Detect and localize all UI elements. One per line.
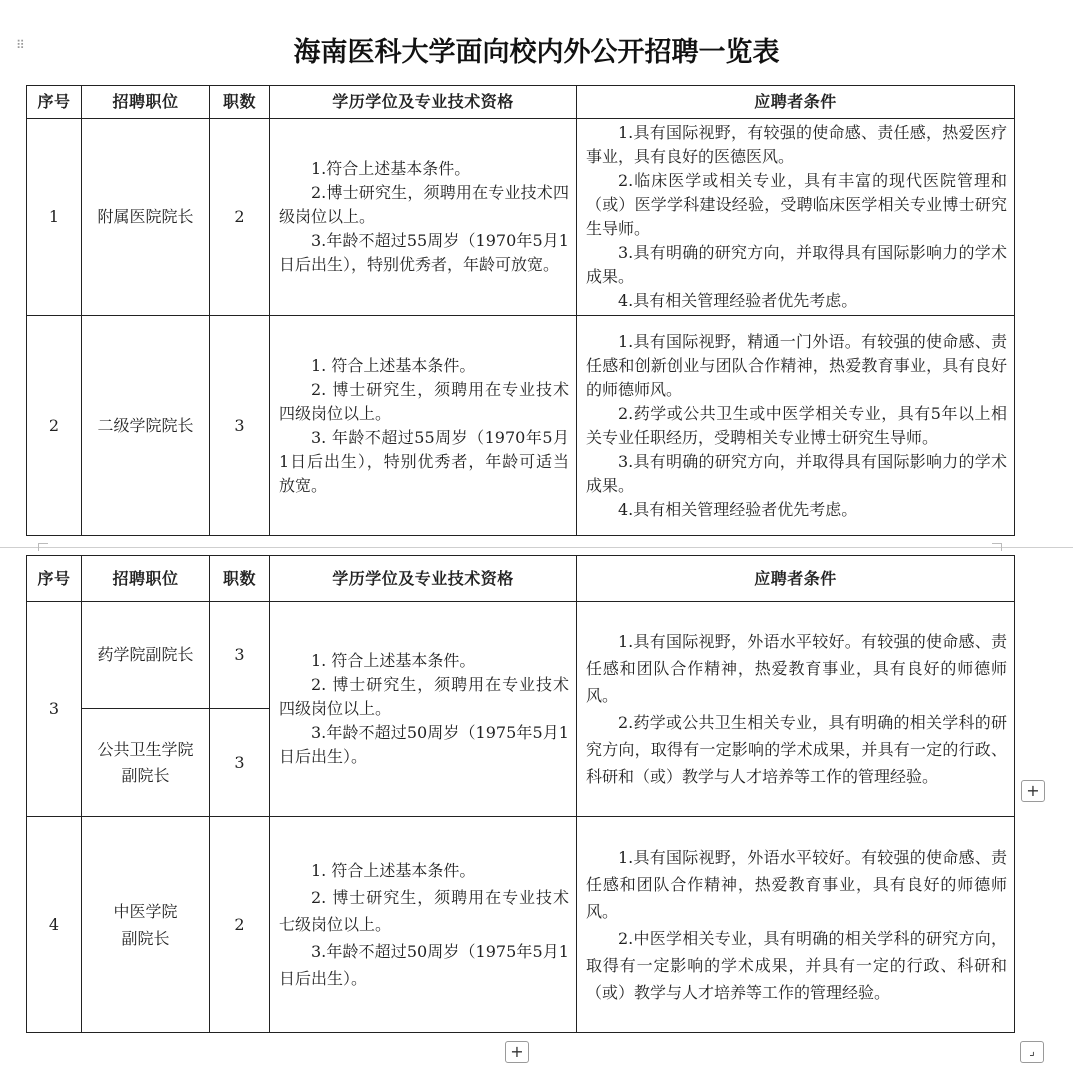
header-index: 序号: [27, 556, 82, 602]
header-count: 职数: [210, 556, 270, 602]
condition-item: 3.具有明确的研究方向，并取得具有国际影响力的学术成果。: [586, 243, 1007, 286]
qualification-item: 2. 博士研究生，须聘用在专业技术四级岗位以上。: [279, 379, 569, 423]
row-qualifications: [270, 316, 577, 536]
qualification-item: 3. 年龄不超过55周岁（1970年5月1日后出生），特别优秀者，年龄可适当放宽。: [279, 427, 569, 495]
row-position: 中医学院副院长: [82, 817, 210, 1033]
row-index: 2: [27, 316, 82, 536]
row-count: 3: [210, 316, 270, 536]
condition-item: 1.具有国际视野，精通一门外语。有较强的使命感、责任感和创新创业与团队合作精神，热爱教育事业，具有良好的师德师风。: [586, 331, 1007, 399]
header-qualifications: 学历学位及专业技术资格: [270, 556, 577, 602]
row-position: 药学院副院长: [82, 602, 210, 709]
row-count: 3: [210, 709, 270, 817]
condition-item: 1.具有国际视野，有较强的使命感、责任感，热爱医疗事业，具有良好的医德医风。: [586, 123, 1007, 166]
header-index: 序号: [27, 86, 82, 119]
header-conditions: 应聘者条件: [577, 86, 1015, 119]
page-break: [0, 547, 1073, 548]
recruitment-table-page-2: [26, 555, 1015, 1033]
page-corner-mark: [992, 543, 1002, 551]
row-conditions: [577, 817, 1015, 1033]
row-position: 附属医院院长: [82, 119, 210, 316]
page-corner-mark: [38, 543, 48, 551]
qualification-item: 2. 博士研究生，须聘用在专业技术四级岗位以上。: [279, 675, 569, 718]
row-qualifications: [270, 119, 577, 316]
condition-item: 2.药学或公共卫生相关专业，具有明确的相关学科的研究方向，取得有一定影响的学术成果，并具有一定的行政、科研和（或）教学与人才培养等工作的管理经验。: [586, 713, 1007, 786]
table-row: [27, 119, 1015, 316]
qualification-item: 1. 符合上述基本条件。: [311, 861, 476, 880]
qualification-item: 1. 符合上述基本条件。: [311, 651, 476, 670]
table-row: [27, 316, 1015, 536]
recruitment-table-page-1: [26, 85, 1015, 536]
header-position: 招聘职位: [82, 86, 210, 119]
header-position: 招聘职位: [82, 556, 210, 602]
header-count: 职数: [210, 86, 270, 119]
row-conditions: [577, 119, 1015, 316]
qualification-item: 1. 符合上述基本条件。: [311, 355, 476, 375]
row-count: 2: [210, 119, 270, 316]
table-row: [27, 817, 1015, 1033]
row-conditions: [577, 602, 1015, 817]
row-conditions: [577, 316, 1015, 536]
table-row: [27, 602, 1015, 709]
condition-item: 2.药学或公共卫生或中医学相关专业，具有5年以上相关专业任职经历，受聘相关专业博士研究生导师。: [586, 403, 1007, 447]
condition-item: 1.具有国际视野，外语水平较好。有较强的使命感、责任感和团队合作精神，热爱教育事业，具有良好的师德师风。: [586, 847, 1007, 921]
condition-item: 4.具有相关管理经验者优先考虑。: [618, 499, 858, 519]
row-count: 2: [210, 817, 270, 1033]
condition-item: 3.具有明确的研究方向，并取得具有国际影响力的学术成果。: [586, 451, 1007, 495]
header-conditions: 应聘者条件: [577, 556, 1015, 602]
row-index: 3: [27, 602, 82, 817]
add-column-button[interactable]: +: [505, 1041, 529, 1063]
row-index: 4: [27, 817, 82, 1033]
condition-item: 4.具有相关管理经验者优先考虑。: [618, 291, 858, 310]
row-qualifications: [270, 817, 577, 1033]
drag-handle-icon[interactable]: ⠿: [16, 38, 26, 52]
qualification-item: 3.年龄不超过50周岁（1975年5月1日后出生）。: [279, 723, 569, 766]
condition-item: 2.临床医学或相关专业，具有丰富的现代医院管理和（或）医学学科建设经验，受聘临床医学相关专业博士研究生导师。: [586, 171, 1007, 238]
row-count: 3: [210, 602, 270, 709]
row-qualifications: [270, 602, 577, 817]
qualification-item: 3.年龄不超过50周岁（1975年5月1日后出生）。: [279, 942, 569, 988]
qualification-item: 2.博士研究生，须聘用在专业技术四级岗位以上。: [279, 183, 569, 226]
add-row-button[interactable]: +: [1021, 780, 1045, 802]
qualification-item: 1.符合上述基本条件。: [311, 159, 471, 178]
row-position: 二级学院院长: [82, 316, 210, 536]
condition-item: 1.具有国际视野，外语水平较好。有较强的使命感、责任感和团队合作精神，热爱教育事业，具有良好的师德师风。: [586, 632, 1007, 705]
document-title: 海南医科大学面向校内外公开招聘一览表: [293, 37, 780, 68]
qualification-item: 3.年龄不超过55周岁（1970年5月1日后出生），特别优秀者，年龄可放宽。: [279, 231, 569, 274]
condition-item: 2.中医学相关专业，具有明确的相关学科的研究方向，取得有一定影响的学术成果，并具有一定的行政、科研和（或）教学与人才培养等工作的管理经验。: [586, 928, 1007, 1002]
resize-handle-icon[interactable]: ⌟: [1020, 1041, 1044, 1063]
row-index: 1: [27, 119, 82, 316]
row-position: 公共卫生学院副院长: [82, 709, 210, 817]
qualification-item: 2. 博士研究生，须聘用在专业技术七级岗位以上。: [279, 888, 569, 934]
header-qualifications: 学历学位及专业技术资格: [270, 86, 577, 119]
header-row: [27, 86, 1015, 119]
header-row: [27, 556, 1015, 602]
